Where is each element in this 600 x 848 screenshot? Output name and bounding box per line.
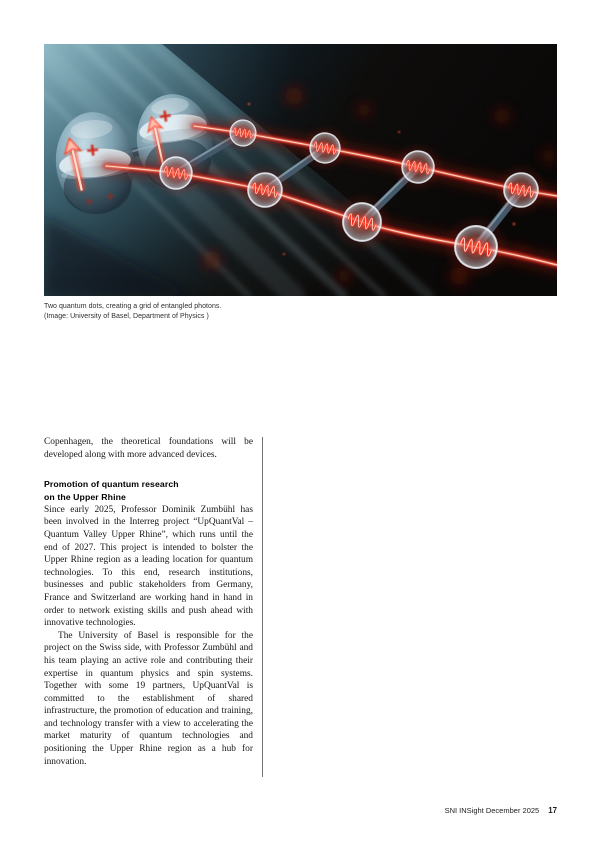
spin-minus-icon	[170, 123, 180, 124]
page-number: 17	[548, 806, 557, 815]
section-heading-line-1: Promotion of quantum research	[44, 479, 179, 490]
quantum-dots-illustration	[44, 44, 557, 296]
body-paragraph-1: Since early 2025, Professor Dominik Zumbühl has been involved in the Interreg project “UpQuantVal – Quantum Valley Upper Rhine”, which runs until the end of 2027. This project is intended to bolster the Upper Rhine region as a leading location for quantum technologies. To this end, research institutions, businesses and public stakeholders from Germany, France and Switzerland are working hand in hand in order to network existing skills and push ahead with innovative technologies.	[44, 504, 253, 629]
article-column	[44, 436, 253, 768]
section-heading-line-2: on the Upper Rhine	[44, 491, 126, 502]
section-heading	[44, 478, 253, 504]
body-paragraph-2: The University of Basel is responsible for the project on the Swiss side, with Professor Zumbühl and his team playing an active role and contributing their expertise in quantum physics and spin systems. Together with some 19 partners, UpQuantVal is committed to the establishment of shared infrastructure, the promotion of education and training, and technology transfer with a view to accelerating the market maturity of quantum technologies and positioning the Upper Rhine region as a hub for innovation.	[44, 630, 253, 767]
intro-paragraph: Copenhagen, the theoretical foundations will be developed along with more advanced devices.	[44, 437, 253, 460]
figure-caption	[44, 302, 464, 321]
caption-line-1: Two quantum dots, creating a grid of entangled photons.	[44, 303, 222, 310]
column-rule	[262, 437, 263, 777]
caption-line-2: (Image: University of Basel, Department of Physics )	[44, 312, 209, 320]
figure-quantum-dots	[44, 44, 557, 296]
page-footer	[445, 806, 557, 816]
publication-name: SNI INSight December 2025	[444, 806, 540, 815]
